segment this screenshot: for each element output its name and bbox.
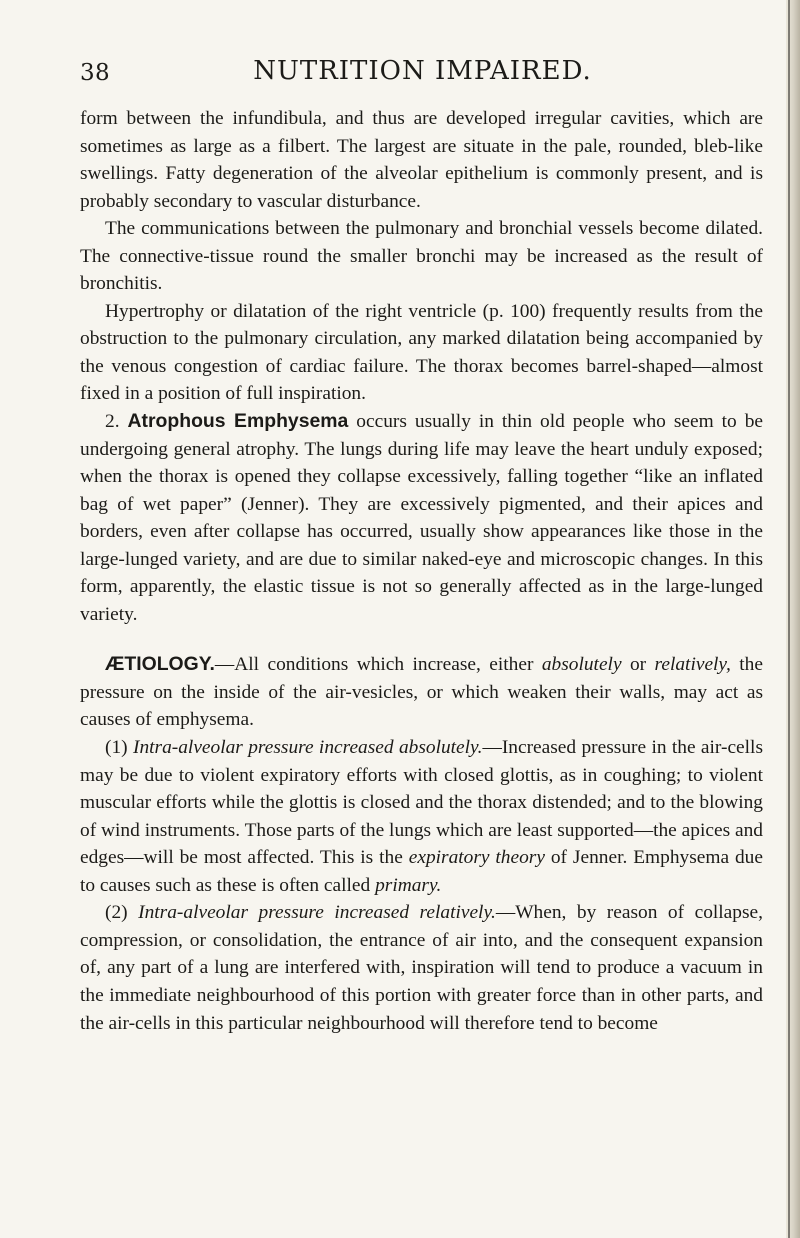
item-heading-absolute: Intra-alveolar pressure increased absolutely. [133,737,483,759]
paragraph-aetiology: ÆTIOLOGY.—All conditions which increase, either absolutely or relatively, the pressure on the inside of the air-vesicles, or which weaken their walls, may act as causes of emphysema. [80,653,763,731]
item-number: (1) [105,737,128,759]
page-number: 38 [80,60,111,86]
section-heading-aetiology: ÆTIOLOGY. [105,653,215,676]
section-number: 2. [105,411,120,433]
paragraph-relative-pressure: (2) Intra-alveolar pressure increased relatively.—When, by reason of collapse, compression, or consolidation, the entrance of air into, and the consequent expansion of, any part of a lung are interfered with, inspiration will tend to produce a vacuum in the immediate neighbourhood of this portion with greater force than in other parts, and the air-cells in this particular neighbourhood will therefore tend to become [80,902,763,1034]
paragraph-atrophous-emphysema: 2. Atrophous Emphysema occurs usually in thin old people who seem to be undergoing general atrophy. The lungs during life may leave the heart unduly exposed; when the thorax is opened they collapse excessively, falling together “like an inflated bag of wet paper” (Jenner). They are excessively pigmented, and their apices and borders, even after collapse has occurred, usually show appearances like those in the large-lunged variety, and are due to similar naked-eye and microscopic changes. In this form, apparently, the elastic tissue is not so generally affected as in the large-lunged variety. [80,410,763,625]
page-header [80,56,765,90]
paragraph-3: Hypertrophy or dilatation of the right ventricle (p. 100) frequently results from the obstruction to the pulmonary circulation, any marked dilatation being accompanied by the venous congestion of cardiac failure. The thorax becomes barrel-shaped—almost fixed in a position of full inspiration. [80,300,763,405]
item-number: (2) [105,902,128,924]
page-edge-line [788,0,790,1238]
paragraph-1: form between the infundibula, and thus are developed irregular cavities, which are sometimes as large as a filbert. The largest are situate in the pale, rounded, bleb-like swellings. Fatty degeneration of the alveolar epithelium is commonly present, and is probably secondary to vascular disturbance. [80,108,763,212]
item-heading-relative: Intra-alveolar pressure increased relatively. [138,902,496,924]
paragraph-absolute-pressure: (1) Intra-alveolar pressure increased absolutely.—Increased pressure in the air-cells may be due to violent expiratory efforts with closed glottis, as in coughing; to violent muscular efforts while the glottis is closed and the thorax distended; and to the blowing of wind instruments. Those parts of the lungs which are least supported—the apices and edges—will be most affected. This is the expiratory theory of Jenner. Emphysema due to causes such as these is often called primary. [80,737,763,896]
paragraph-2: The communications between the pulmonary and bronchial vessels become dilated. The connective-tissue round the smaller bronchi may be increased as the result of bronchitis. [80,218,763,295]
section-heading-atrophous-emphysema: Atrophous Emphysema [127,410,349,433]
running-head: NUTRITION IMPAIRED. [253,56,592,86]
body-text [80,105,763,1037]
